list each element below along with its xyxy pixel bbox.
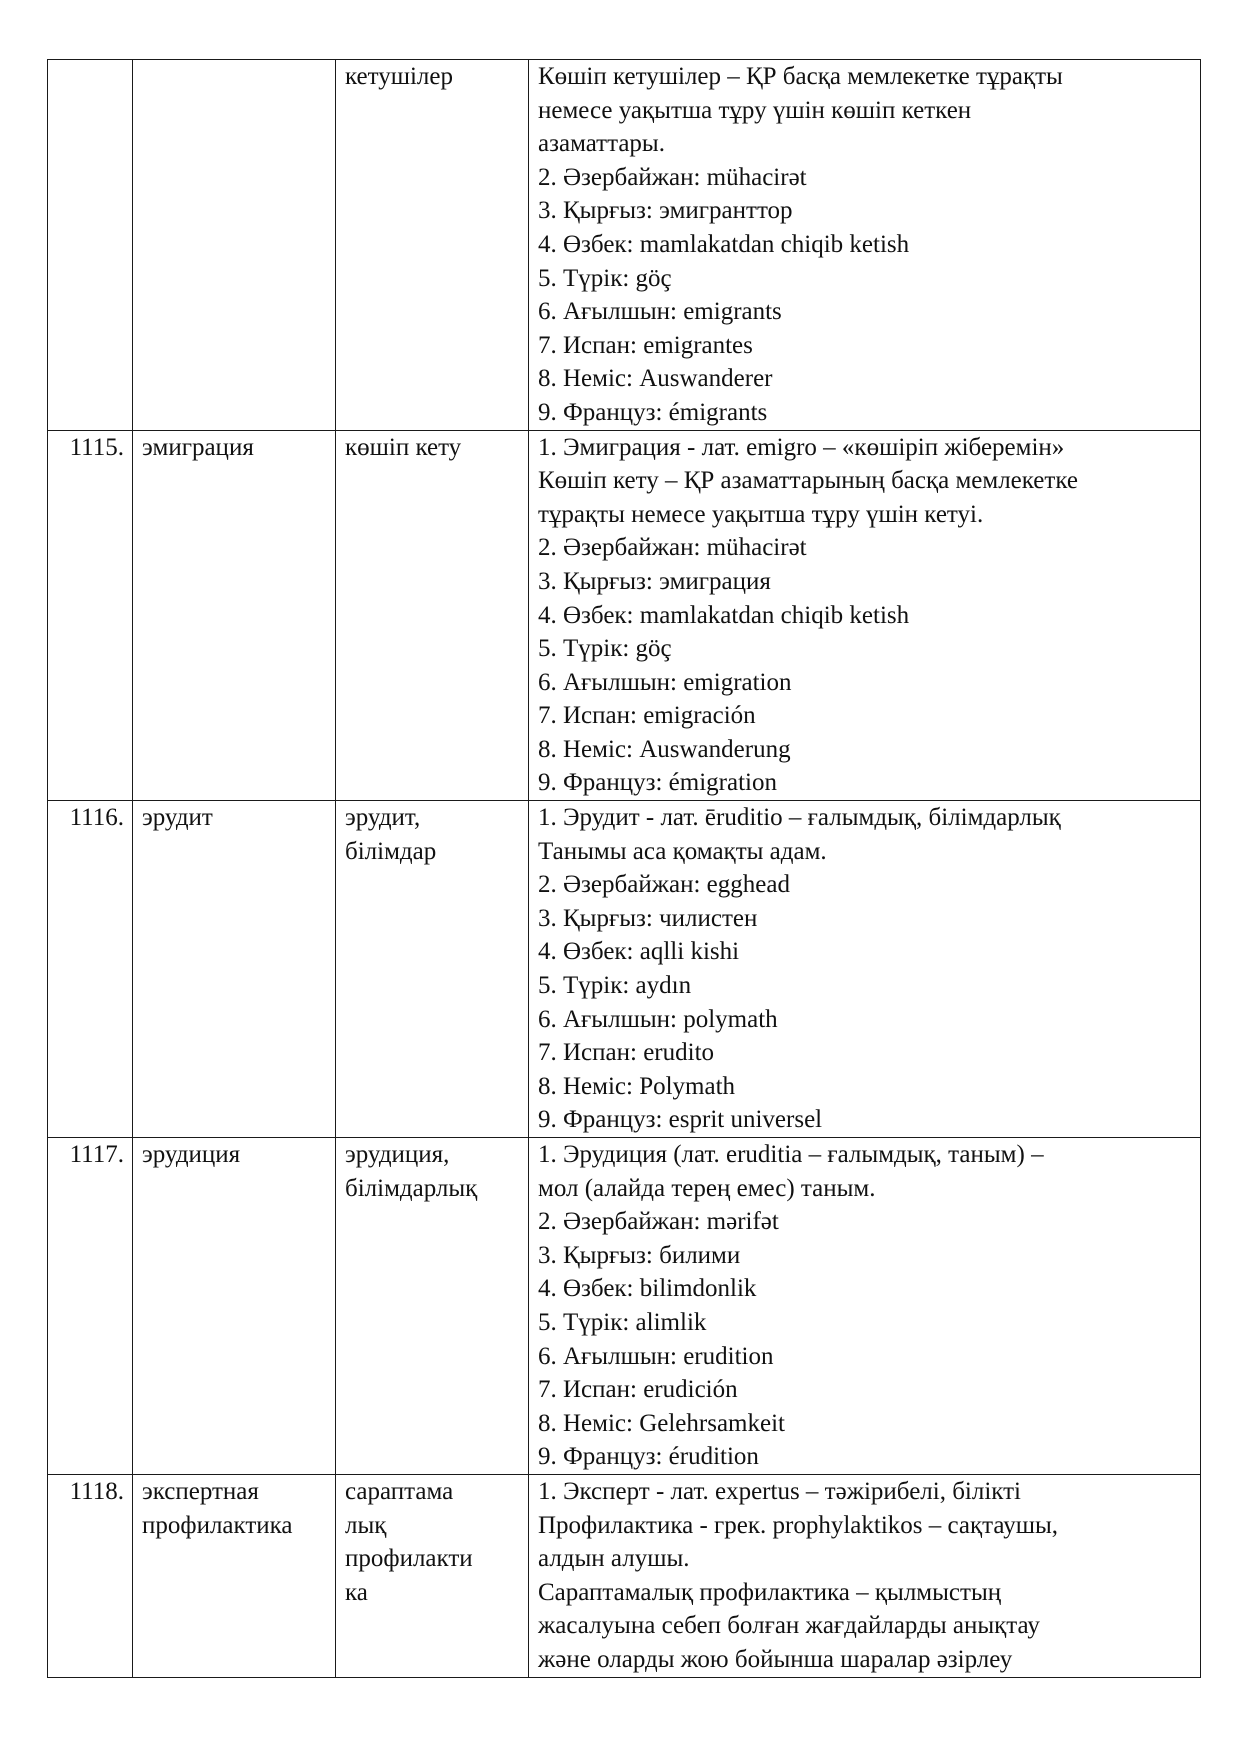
entry-definition [529,1138,1201,1475]
definition-line: немесе уақытша тұру үшін көшіп кеткен [538,96,972,124]
entry-number: 1115. [48,430,133,801]
entry-number [48,60,133,431]
definition-line: 6. Ағылшын: polymath [538,1005,778,1033]
definition-line: 8. Неміс: Auswanderer [538,365,773,393]
definition-line: 4. Өзбек: mamlakatdan chiqib ketish [538,230,910,258]
definition-line: 2. Әзербайжан: egghead [538,871,790,899]
entry-term [133,1474,336,1677]
definition-line: мол (алайда терең емес) таным. [538,1174,876,1202]
definition-line: 5. Түрік: göç [538,264,672,292]
entry-term [133,60,336,431]
definition-line: Сараптамалық профилактика – қылмыстың [538,1578,1002,1606]
term-text: эрудиция [142,1141,241,1168]
translation-line: профилакти [345,1545,473,1573]
definition-line: 8. Неміс: Auswanderung [538,735,791,763]
definition-line: алдын алушы. [538,1545,690,1573]
term-text: экспертная профилактика [142,1477,293,1539]
definition-line: 4. Өзбек: bilimdonlik [538,1275,757,1303]
definition-line: 9. Француз: émigration [538,769,777,797]
entry-definition [529,430,1201,801]
entry-term [133,1138,336,1475]
translation-line: білімдар [345,837,437,865]
definition-line: 2. Әзербайжан: mühacirət [538,534,807,562]
definition-line: 2. Әзербайжан: mərifət [538,1208,779,1236]
table-row [48,430,1201,801]
entry-definition [529,801,1201,1138]
definition-line: 4. Өзбек: aqlli kishi [538,938,740,966]
translation-line: ка [345,1578,368,1606]
definition-line: Көшіп кетушілер – ҚР басқа мемлекетке тұрақты [538,63,1063,90]
entry-definition [529,1474,1201,1677]
entry-number: 1118. [48,1474,133,1677]
definition-line: 4. Өзбек: mamlakatdan chiqib ketish [538,601,910,629]
definition-line: 5. Түрік: alimlik [538,1308,707,1336]
definition-line: 3. Қырғыз: эмиграция [538,567,771,595]
definition-line: 7. Испан: emigrantes [538,331,753,359]
table-row [48,1138,1201,1475]
entry-translation [336,60,529,431]
entry-term [133,801,336,1138]
dictionary-table [47,59,1201,1678]
definition-line: және оларды жою бойынша шаралар әзірлеу [538,1645,1013,1673]
definition-line: 6. Ағылшын: emigrants [538,298,782,326]
definition-line: 5. Түрік: göç [538,635,672,663]
definition-line: 6. Ағылшын: emigration [538,668,792,696]
term-text: эмиграция [142,433,254,461]
entry-number: 1117. [48,1138,133,1475]
definition-line: 2. Әзербайжан: mühacirət [538,163,807,191]
translation-line: сараптама [345,1477,454,1505]
translation-line: лық [345,1511,387,1539]
definition-line: 1. Эксперт - лат. expertus – тәжірибелі, білікті [538,1477,1021,1505]
definition-line: 9. Француз: émigrants [538,398,768,426]
definition-line: 7. Испан: emigración [538,702,756,730]
definition-line: Танымы аса қомақты адам. [538,837,827,865]
entry-translation [336,1138,529,1475]
term-text: эрудит [142,804,213,832]
definition-line: жасалуына себеп болған жағдайларды анықтау [538,1612,1040,1640]
definition-line: 3. Қырғыз: билими [538,1241,741,1269]
entry-definition [529,60,1201,431]
entry-translation [336,801,529,1138]
definition-line: 9. Француз: esprit universel [538,1106,823,1134]
definition-line: Профилактика - грек. prophylaktikos – сақтаушы, [538,1511,1058,1539]
definition-line: 3. Қырғыз: эмигранттор [538,197,793,225]
definition-line: 7. Испан: erudición [538,1376,738,1404]
translation-line: білімдарлық [345,1174,478,1202]
definition-line: 1. Эрудит - лат. ēruditio – ғалымдық, білімдарлық [538,804,1061,832]
entry-number: 1116. [48,801,133,1138]
translation-line: көшіп кету [345,433,462,461]
entry-term [133,430,336,801]
definition-line: 1. Эмиграция - лат. emigro – «көшіріп жіберемін» [538,433,1065,461]
entry-translation [336,430,529,801]
dictionary-table-body [48,60,1201,1678]
definition-line: 3. Қырғыз: чилистен [538,904,758,932]
definition-line: 7. Испан: erudito [538,1039,715,1067]
definition-line: 9. Француз: érudition [538,1443,759,1471]
definition-line: 5. Түрік: aydın [538,972,692,1000]
translation-line: эрудит, [345,804,421,832]
table-row [48,1474,1201,1677]
definition-line: 8. Неміс: Gelehrsamkeit [538,1409,785,1437]
definition-line: тұрақты немесе уақытша тұру үшін кетуі. [538,500,984,528]
definition-line: 1. Эрудиция (лат. eruditia – ғалымдық, таным) – [538,1141,1044,1168]
table-row [48,60,1201,431]
entry-translation [336,1474,529,1677]
definition-line: азаматтары. [538,130,665,158]
definition-line: Көшіп кету – ҚР азаматтарының басқа мемлекетке [538,467,1078,495]
translation-line: эрудиция, [345,1141,450,1168]
definition-line: 8. Неміс: Polymath [538,1072,736,1100]
translation-line: кетушілер [345,63,453,90]
table-row [48,801,1201,1138]
definition-line: 6. Ағылшын: erudition [538,1342,774,1370]
